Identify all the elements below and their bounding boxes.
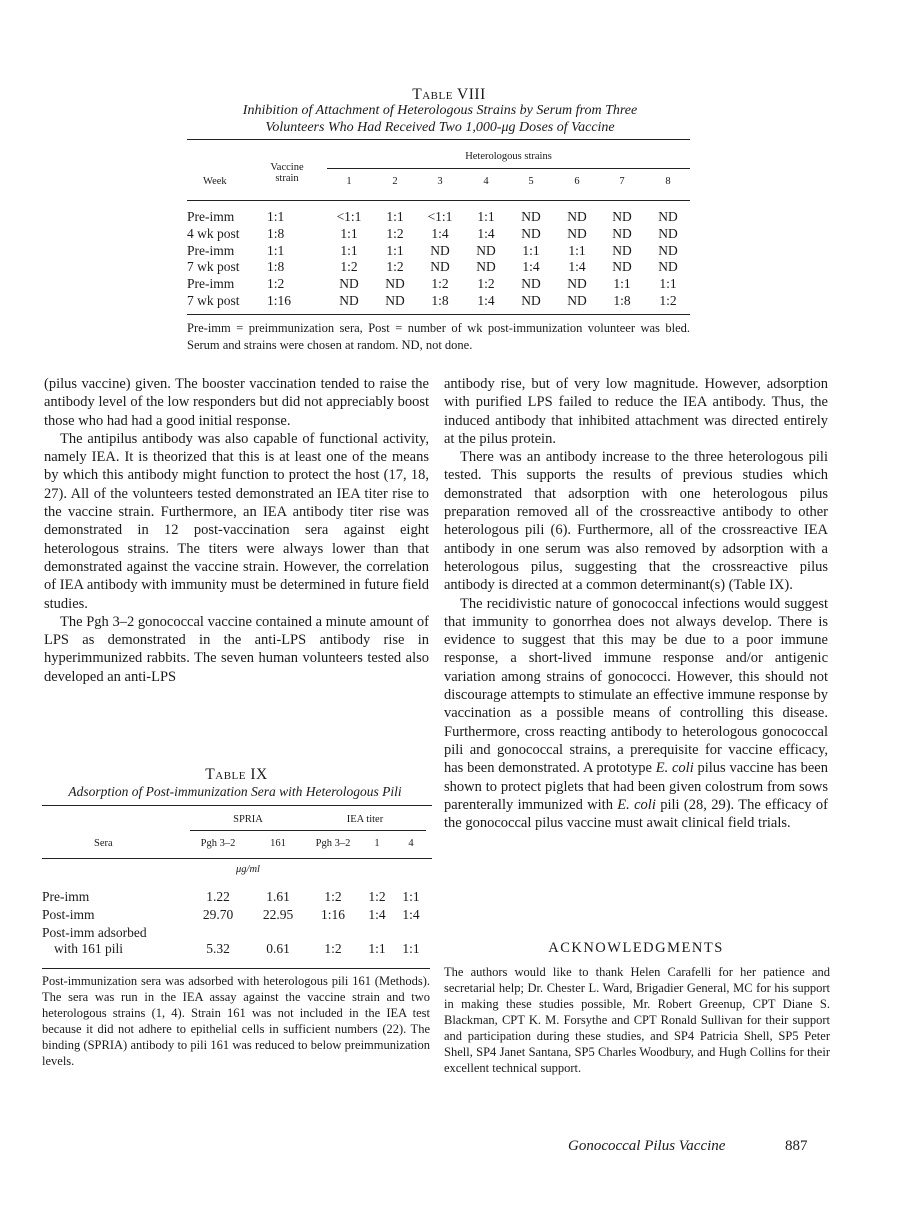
acknowledgments-heading: ACKNOWLEDGMENTS <box>548 940 724 956</box>
header-spria-rule <box>190 830 308 831</box>
table-cell: 1:1 <box>386 209 404 224</box>
table-cell: 1.61 <box>266 889 290 904</box>
header-iea-rule <box>308 830 426 831</box>
left-column <box>44 375 429 686</box>
table-cell: ND <box>567 225 587 241</box>
table-row <box>187 276 690 293</box>
table-cell: <1:1 <box>427 209 453 224</box>
paragraph: antibody rise, but of very low magnitude. However, adsorption with purified LPS failed to reduce the IEA antibody. Thus, the induced antibody that inhibited attachment was directed entirely at the pilus protein. <box>444 376 828 447</box>
column-subheader: 161 <box>270 838 286 849</box>
table-cell: ND <box>339 293 359 308</box>
strain-number-header: 5 <box>528 176 534 187</box>
row-vaccine-strain: 1:8 <box>267 225 285 241</box>
table-row <box>187 259 690 276</box>
paragraph: The recidivistic nature of gonococcal infections would suggest that immunity to gonorrhea does not always develop. There is evidence to suggest that this may be due to a poor immune response, a short-lived immune response and/or antigenic variation among strains of gonococci. However, this should not discourage attempts to stimulate an effective immune response by vaccination as a possible means of controlling this disease. Furthermore, cross reacting antibody to heterologous gonococcal pili and gonococcal strains, a prerequisite for vaccine efficacy, has been demonstrated. A prototype E. coli pilus vaccine has been shown to protect piglets that had been given colostrum from sows parenterally immunized with E. coli pili (28, 29). The efficacy of the gonococcal pilus vaccine must await clinical field trials. <box>444 595 828 832</box>
table-9-caption: Adsorption of Post-immunization Sera with Heterologous Pili <box>68 784 402 799</box>
table-cell: 1:1 <box>368 941 386 956</box>
row-week: 4 wk post <box>187 225 240 241</box>
header-group-rule <box>327 168 690 169</box>
table-cell: 1:4 <box>477 225 495 241</box>
table-8-header <box>187 139 690 201</box>
table-cell: 1.22 <box>206 889 230 904</box>
table-cell: ND <box>476 259 496 275</box>
table-cell: <1:1 <box>336 209 362 224</box>
table-cell: 1:1 <box>613 276 631 292</box>
strain-number-header: 6 <box>574 176 580 187</box>
running-title: Gonococcal Pilus Vaccine <box>568 1138 726 1154</box>
right-column <box>444 375 828 832</box>
table-cell: 29.70 <box>202 907 234 922</box>
table-cell: 1:1 <box>568 242 586 258</box>
table-9-title: Table IX <box>205 766 268 783</box>
table-cell: ND <box>339 276 359 292</box>
table-cell: ND <box>476 242 496 258</box>
header-vaccine-strain: Vaccine strain <box>270 162 304 184</box>
table-cell: ND <box>521 276 541 292</box>
table-cell: 1:1 <box>340 225 358 241</box>
table-cell: 1:16 <box>320 907 345 922</box>
table-cell: 1:2 <box>324 941 342 956</box>
header-spria: SPRIA <box>233 814 263 825</box>
page-number: 887 <box>785 1138 808 1154</box>
header-week: Week <box>203 176 227 187</box>
table-cell: ND <box>521 209 541 224</box>
table-cell: 1:4 <box>368 907 386 922</box>
row-label: Pre-imm <box>42 889 90 904</box>
row-week: Pre-imm <box>187 276 235 292</box>
paragraph: There was an antibody increase to the three heterologous pili tested. This supports the results of previous studies which demonstrated that adsorption with one heterologous pilus preparation removed all of the crossreactive antibody to other heterologous pili (6). Furthermore, all of the crossreactive IEA antibody in one serum was also removed by adsorption with a heterologous pilus, suggesting that the crossreactive pilus antibody is directed at a common determinant(s) (Table IX). <box>444 449 828 594</box>
table-row <box>187 209 690 226</box>
column-subheader: Pgh 3–2 <box>315 838 351 849</box>
row-week: 7 wk post <box>187 259 240 275</box>
table-cell: 1:1 <box>386 242 404 258</box>
table-cell: 1:2 <box>340 259 358 275</box>
table-cell: 1:2 <box>386 259 404 275</box>
table-cell: 1:1 <box>659 276 677 292</box>
table-cell: 5.32 <box>206 941 230 956</box>
table-cell: ND <box>612 259 632 275</box>
table-row <box>187 226 690 243</box>
table-8-footnote: Pre-imm = preimmunization sera, Post = number of wk post-immunization volunteer was bled. Serum and strains were chosen at random. ND, not done. <box>187 314 690 354</box>
column-subheader: 4 <box>408 838 414 849</box>
table-8-caption <box>190 102 690 136</box>
table-cell: 1:4 <box>402 907 420 922</box>
column-subheader: 1 <box>374 838 380 849</box>
table-cell: 1:8 <box>431 293 449 308</box>
table-cell: 1:1 <box>477 209 495 224</box>
table-8-title: Table VIII <box>412 86 486 103</box>
table-cell: 1:2 <box>386 225 404 241</box>
strain-number-header: 3 <box>437 176 443 187</box>
strain-number-header: 8 <box>665 176 671 187</box>
table-8-caption-line-2: Volunteers Who Had Received Two 1,000-μg Doses of Vaccine <box>265 120 615 135</box>
table-cell: ND <box>658 242 678 258</box>
table-cell: ND <box>658 225 678 241</box>
acknowledgments-text: The authors would like to thank Helen Carafelli for her patience and secretarial help; Dr. Chester L. Ward, Brigadier General, MC for his support in making these studies possible, Mr. Robert Greenup, CPT Diane S. Blackman, CPT K. M. Forsythe and CPT Ronald Sullivan for their support and participation during these studies, and SP4 Patricia Shell, SP5 Peter Shell, SP4 Janet Santana, SP5 Charles Woodbury, and Hugh Collins for their excellent technical support. <box>444 965 830 1075</box>
table-cell: 1:1 <box>402 889 420 904</box>
table-cell: 1:4 <box>522 259 540 275</box>
table-cell: 1:1 <box>402 941 420 956</box>
table-cell: ND <box>521 225 541 241</box>
table-cell: 0.61 <box>266 941 290 956</box>
table-cell: ND <box>385 293 405 308</box>
table-cell: 22.95 <box>262 907 294 922</box>
table-9 <box>42 805 432 961</box>
table-cell: 1:1 <box>522 242 540 258</box>
table-cell: 1:2 <box>477 276 495 292</box>
table-cell: ND <box>430 242 450 258</box>
table-cell: ND <box>385 276 405 292</box>
table-cell: ND <box>567 209 587 224</box>
header-heterologous-strains: Heterologous strains <box>465 151 552 162</box>
table-cell: ND <box>612 242 632 258</box>
row-week: Pre-imm <box>187 242 235 258</box>
strain-number-header: 1 <box>346 176 352 187</box>
row-vaccine-strain: 1:16 <box>267 293 292 308</box>
unit-label: μg/ml <box>236 864 260 875</box>
table-cell: ND <box>521 293 541 308</box>
table-cell: 1:2 <box>659 293 677 308</box>
table-row <box>187 243 690 260</box>
table-cell: 1:8 <box>613 293 631 308</box>
strain-number-header: 7 <box>619 176 625 187</box>
table-8-body <box>187 201 690 309</box>
table-cell: ND <box>658 259 678 275</box>
row-label-continued: with 161 pili <box>54 941 124 956</box>
table-row <box>187 293 690 310</box>
table-cell: ND <box>567 276 587 292</box>
table-cell: 1:2 <box>431 276 449 292</box>
row-week: Pre-imm <box>187 209 235 224</box>
paragraph: The antipilus antibody was also capable of functional activity, namely IEA. It is theorized that this is at least one of the means by which this antibody might function to protect the host (17, 18, 27). All of the volunteers tested demonstrated an IEA titer rise to the vaccine strain. Furthermore, an IEA antibody titer rise was demonstrated in 12 post-vaccination sera against eight heterologous strains. The titers were always lower than that demonstrated against the vaccine strain. However, the correlation of IEA antibody with immunity must be determined in future field studies. <box>44 430 429 612</box>
column-subheader: Pgh 3–2 <box>200 838 236 849</box>
table-cell: 1:4 <box>568 259 586 275</box>
strain-number-header: 2 <box>392 176 398 187</box>
table-8-caption-line-1: Inhibition of Attachment of Heterologous Strains by Serum from Three <box>242 103 638 118</box>
table-9-footnote: Post-immunization sera was adsorbed with heterologous pili 161 (Methods). The sera was run in the IEA assay against the vaccine strain and two heterologous strains (1, 4). Strain 161 was not included in the IEA test because it did not adhere to epithelial cells in sufficient numbers (22). The binding (SPRIA) antibody to pili 161 was reduced to below preimmunization levels. <box>42 968 430 1069</box>
table-cell: ND <box>658 209 678 224</box>
header-sera: Sera <box>94 838 113 849</box>
row-label: Post-imm <box>42 907 95 922</box>
strain-number-header: 4 <box>483 176 489 187</box>
header-iea-titer: IEA titer <box>346 814 384 825</box>
table-cell: 1:4 <box>431 225 449 241</box>
table-8 <box>187 139 690 309</box>
table-cell: ND <box>612 209 632 224</box>
table-cell: ND <box>612 225 632 241</box>
table-cell: 1:4 <box>477 293 495 308</box>
row-vaccine-strain: 1:8 <box>267 259 285 275</box>
table-cell: 1:2 <box>368 889 386 904</box>
row-vaccine-strain: 1:1 <box>267 209 285 224</box>
row-week: 7 wk post <box>187 293 240 308</box>
table-cell: 1:2 <box>324 889 342 904</box>
table-9-body <box>42 859 432 961</box>
row-label: Post-imm adsorbed <box>42 925 147 940</box>
paragraph: (pilus vaccine) given. The booster vaccination tended to raise the antibody level of the low responders but did not appreciably boost those who had had a good initial response. <box>44 376 429 429</box>
row-vaccine-strain: 1:2 <box>267 276 285 292</box>
row-vaccine-strain: 1:1 <box>267 242 285 258</box>
table-9-header <box>42 805 432 859</box>
table-cell: ND <box>430 259 450 275</box>
table-cell: ND <box>567 293 587 308</box>
paragraph: The Pgh 3–2 gonococcal vaccine contained a minute amount of LPS as demonstrated in the anti-LPS antibody rise in hyperimmunized rabbits. The seven human volunteers tested also developed an anti-LPS <box>44 613 429 685</box>
table-cell: 1:1 <box>340 242 358 258</box>
